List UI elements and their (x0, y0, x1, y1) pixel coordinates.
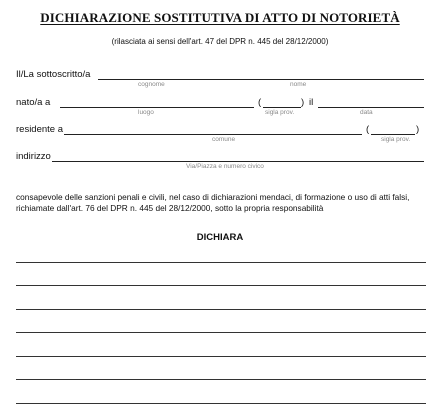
writing-line[interactable] (16, 332, 426, 333)
sigla-prov-hint: sigla prov. (265, 109, 295, 116)
indirizzo-field[interactable] (52, 161, 424, 162)
writing-line[interactable] (16, 262, 426, 263)
comune-residenza-field[interactable] (64, 134, 362, 135)
nome-hint: nome (290, 81, 307, 88)
document-title: DICHIARAZIONE SOSTITUTIVA DI ATTO DI NOTORIETÀ (40, 10, 400, 25)
sottoscritto-label: Il/La sottoscritto/a (16, 69, 91, 80)
nascita-close-paren: ) (301, 97, 305, 108)
writing-line[interactable] (16, 309, 426, 310)
data-hint: data (360, 109, 373, 116)
sigla-prov-residenza-hint: sigla prov. (381, 136, 411, 143)
writing-line[interactable] (16, 403, 426, 404)
residenza-open-paren: ( (366, 124, 370, 135)
prov-residenza-field[interactable] (371, 134, 415, 135)
dichiara-heading: DICHIARA (196, 232, 244, 243)
il-label: il (309, 97, 314, 108)
indirizzo-hint: Via/Piazza e numero civico (186, 163, 264, 170)
comune-hint: comune (212, 136, 236, 143)
writing-line[interactable] (16, 285, 426, 286)
nascita-open-paren: ( (258, 97, 262, 108)
data-nascita-field[interactable] (318, 107, 424, 108)
indirizzo-label: indirizzo (16, 151, 51, 162)
declaration-paragraph: consapevole delle sanzioni penali e civili, nel caso di dichiarazioni mendaci, di formazione o uso di atti falsi, richiamate dall'art. 76 del DPR n. 445 del 28/12/2000, sotto la propria responsabilità (16, 192, 410, 213)
residenza-label: residente a (16, 124, 64, 135)
writing-line[interactable] (16, 379, 426, 380)
document-subtitle: (rilasciata ai sensi dell'art. 47 del DPR n. 445 del 28/12/2000) (111, 37, 329, 46)
luogo-hint: luogo (138, 109, 154, 116)
nascita-label: nato/a a (16, 97, 51, 108)
sottoscritto-field[interactable] (98, 79, 424, 80)
writing-line[interactable] (16, 356, 426, 357)
residenza-close-paren: ) (416, 124, 420, 135)
luogo-nascita-field[interactable] (60, 107, 254, 108)
prov-nascita-field[interactable] (263, 107, 301, 108)
cognome-hint: cognome (138, 81, 165, 88)
